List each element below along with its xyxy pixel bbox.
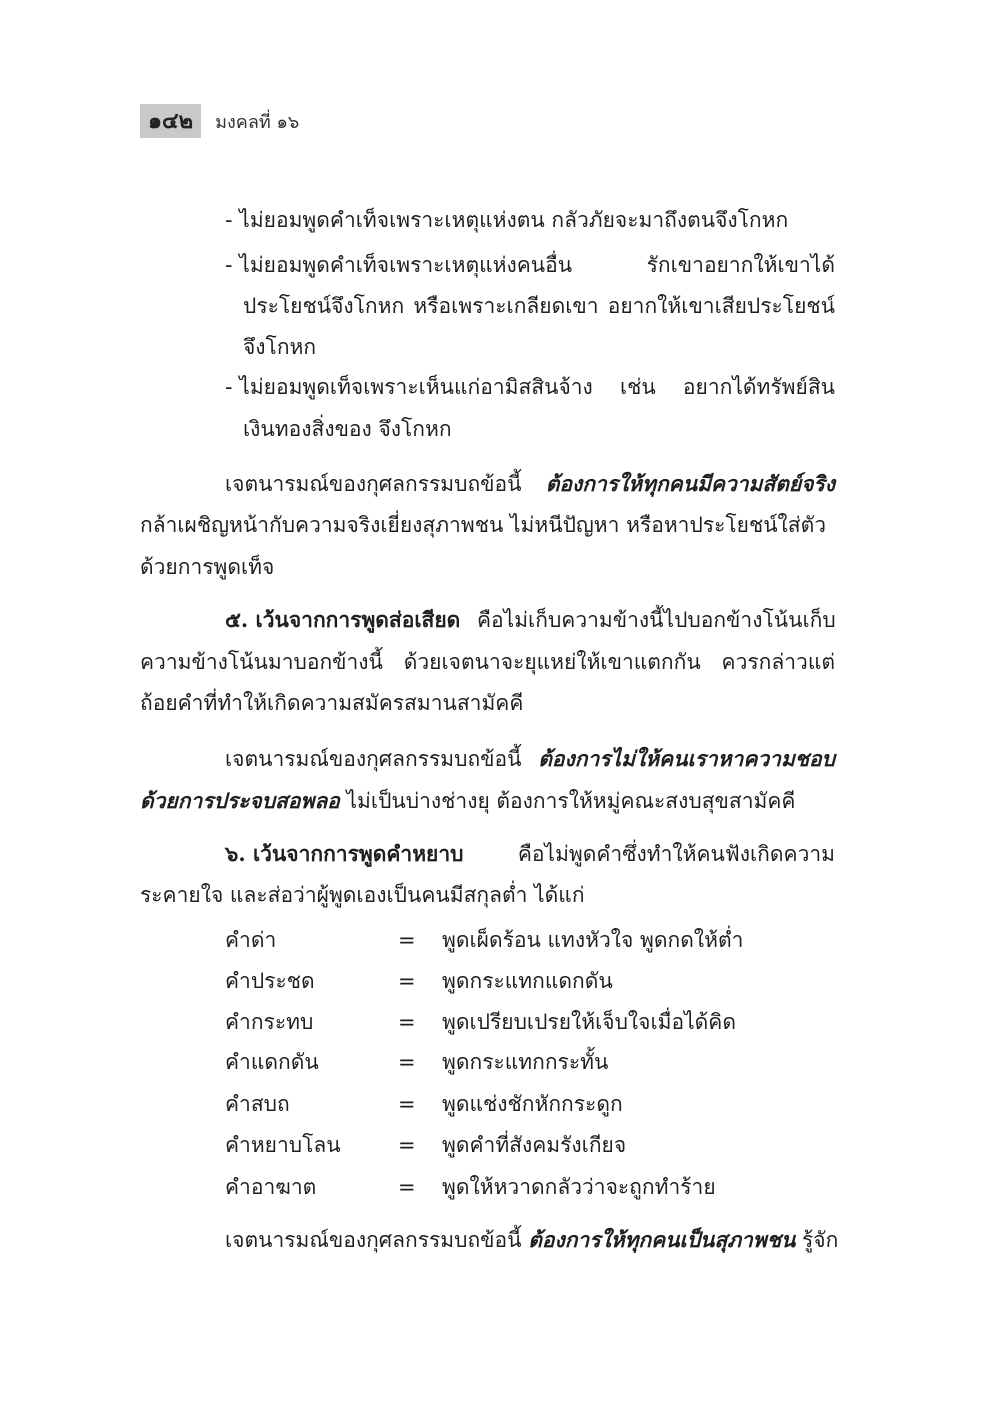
intent-6-emphasis: ต้องการให้ทุกคนเป็นสุภาพชน: [528, 1227, 796, 1252]
equals-sign: =: [398, 1175, 416, 1199]
intent-5-line-1: [225, 744, 835, 774]
intent-5-emphasis-2: ด้วยการประจบสอพลอ: [140, 788, 340, 813]
definition-meaning: พูดกระแทกแดกดัน: [442, 969, 613, 993]
bullet-2-line-2: [243, 291, 835, 321]
section-5-heading: ๕. เว้นจากการพูดส่อเสียด: [225, 607, 461, 632]
equals-sign: =: [398, 1092, 416, 1116]
bullet-1: - ไม่ยอมพูดคำเท็จเพราะเหตุแห่งตน กลัวภัยจะมาถึงตนจึงโกหก: [225, 208, 789, 232]
section-5-text-c: ความข้างโน้นมาบอกข้างนี้: [140, 650, 383, 674]
equals-sign: =: [398, 1050, 416, 1074]
bullet-2-text-a: - ไม่ยอมพูดคำเท็จเพราะเหตุแห่งคนอื่น: [225, 253, 573, 277]
intent-6-text: เจตนารมณ์ของกุศลกรรมบถข้อนี้: [225, 1228, 522, 1252]
definition-term: คำกระทบ: [225, 1010, 314, 1034]
intent-5-text: เจตนารมณ์ของกุศลกรรมบถข้อนี้: [225, 747, 522, 771]
definition-meaning: พูดเปรียบเปรยให้เจ็บใจเมื่อได้คิด: [442, 1010, 736, 1034]
section-5-text-b: เก็บ: [802, 608, 836, 632]
bullet-3-text-c: อยากได้ทรัพย์สิน: [682, 375, 835, 399]
intent-5-text-2: ไม่เป็นบ่างช่างยุ ต้องการให้หมู่คณะสงบสุขสามัคคี: [346, 789, 796, 813]
definition-term: คำด่า: [225, 928, 277, 952]
intent-4-line-2: กล้าเผชิญหน้ากับความจริงเยี่ยงสุภาพชน ไม่หนีปัญหา หรือหาประโยชน์ใส่ตัว: [140, 513, 827, 537]
definition-meaning: พูดเผ็ดร้อน แทงหัวใจ พูดกดให้ต่ำ: [442, 928, 744, 952]
section-5-text-a: คือไม่เก็บความข้างนี้ไปบอกข้างโน้น: [476, 608, 803, 632]
section-6-line-2: ระคายใจ และส่อว่าผู้พูดเองเป็นคนมีสกุลต่ำ ได้แก่: [140, 883, 585, 907]
intent-6-text-2: รู้จัก: [802, 1228, 839, 1252]
definition-term: คำหยาบโลน: [225, 1133, 341, 1157]
intent-4-emphasis: ต้องการให้ทุกคนมีความสัตย์จริง: [545, 471, 835, 496]
definition-meaning: พูดแช่งชักหักกระดูก: [442, 1092, 623, 1116]
definition-meaning: พูดคำที่สังคมรังเกียจ: [442, 1133, 627, 1157]
section-6-heading: ๖. เว้นจากการพูดคำหยาบ: [225, 841, 464, 866]
intent-5-line-2: [140, 786, 795, 816]
bullet-2-text-e: อยากให้เขาเสียประโยชน์: [607, 294, 835, 318]
definition-meaning: พูดให้หวาดกลัวว่าจะถูกทำร้าย: [442, 1175, 716, 1199]
bullet-2-text-b: รักเขาอยากให้เขาได้: [646, 253, 835, 277]
bullet-2-text-c: ประโยชน์จึงโกหก: [243, 294, 405, 318]
equals-sign: =: [398, 969, 416, 993]
bullet-3-text-a: - ไม่ยอมพูดเท็จเพราะเห็นแก่อามิสสินจ้าง: [225, 375, 593, 399]
section-5-text-e: ควรกล่าวแต่: [721, 650, 835, 674]
intent-4-line-3: ด้วยการพูดเท็จ: [140, 555, 275, 579]
bullet-2-line-3: จึงโกหก: [243, 335, 317, 359]
section-6-line-1: [225, 839, 835, 869]
section-5-line-3: ถ้อยคำที่ทำให้เกิดความสมัครสมานสามัคคี: [140, 691, 524, 715]
section-6-text-a: คือไม่พูดคำซึ่งทำให้คนฟังเกิดความ: [517, 842, 835, 866]
intent-6-line-1: [225, 1225, 838, 1255]
section-5-line-2: [140, 647, 835, 677]
bullet-3-text-b: เช่น: [619, 375, 656, 399]
section-5-text-d: ด้วยเจตนาจะยุแหย่ให้เขาแตกกัน: [403, 650, 701, 674]
definition-term: คำแดกดัน: [225, 1050, 319, 1074]
definition-term: คำสบถ: [225, 1092, 290, 1116]
intent-4-text: เจตนารมณ์ของกุศลกรรมบถข้อนี้: [225, 472, 522, 496]
bullet-3-line-2: เงินทองสิ่งของ จึงโกหก: [243, 417, 452, 441]
definition-term: คำอาฆาต: [225, 1175, 317, 1199]
chapter-title: มงคลที่ ๑๖: [215, 111, 300, 133]
bullet-3-line-1: [225, 372, 835, 402]
equals-sign: =: [398, 1133, 416, 1157]
equals-sign: =: [398, 1010, 416, 1034]
page-number: ๑๔๒: [140, 104, 201, 138]
intent-4-line-1: [225, 469, 835, 499]
bullet-2-line-1: [225, 250, 835, 280]
section-5-line-1: [225, 605, 835, 635]
definition-meaning: พูดกระแทกกระทั้น: [442, 1050, 609, 1074]
definition-term: คำประชด: [225, 969, 315, 993]
equals-sign: =: [398, 928, 416, 952]
bullet-2-text-d: หรือเพราะเกลียดเขา: [413, 294, 599, 318]
page-header: [140, 104, 299, 138]
intent-5-emphasis: ต้องการไม่ให้คนเราหาความชอบ: [538, 746, 835, 771]
